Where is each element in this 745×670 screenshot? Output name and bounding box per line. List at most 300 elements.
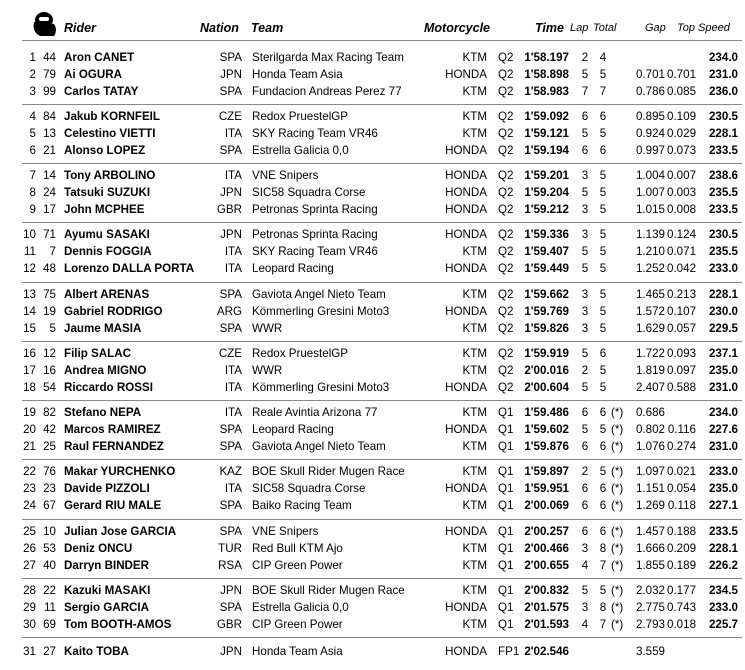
cell-top-speed: 227.6: [708, 423, 738, 436]
cell-motorcycle: KTM: [462, 584, 487, 597]
cell-session: Q1: [498, 542, 514, 555]
cell-position: 14: [23, 305, 36, 318]
table-row: [0, 226, 745, 243]
cell-rider-number: 7: [49, 245, 56, 258]
cell-best-time: 2'00.655: [524, 559, 569, 572]
cell-gap-first: 1.666: [635, 542, 665, 555]
rider-helmet-icon: [28, 8, 60, 38]
cell-rider-name: Stefano NEPA: [64, 406, 142, 419]
cell-nation: ITA: [224, 482, 242, 495]
cell-rider-name: Jakub KORNFEIL: [64, 110, 160, 123]
cell-position: 26: [23, 542, 36, 555]
cell-total-laps: 6: [599, 110, 607, 123]
cell-gap-first: 0.924: [635, 127, 665, 140]
cell-rider-number: 12: [43, 347, 56, 360]
cell-rider-number: 82: [43, 406, 56, 419]
cell-team-name: Estrella Galicia 0,0: [252, 601, 349, 614]
cell-qualified-marker: (*): [611, 440, 624, 453]
cell-lap: 5: [581, 245, 589, 258]
cell-best-time: 2'00.016: [524, 364, 569, 377]
cell-top-speed: 228.1: [708, 288, 738, 301]
cell-position: 8: [29, 186, 36, 199]
cell-top-speed: 234.0: [708, 406, 738, 419]
cell-gap-first: 1.269: [635, 499, 665, 512]
table-row: [0, 523, 745, 540]
cell-motorcycle: HONDA: [445, 68, 487, 81]
cell-motorcycle: HONDA: [445, 144, 487, 157]
cell-session: Q1: [498, 499, 514, 512]
table-row: [0, 201, 745, 218]
cell-rider-name: Gerard RIU MALE: [64, 499, 162, 512]
cell-lap: 5: [581, 68, 589, 81]
cell-rider-number: 17: [43, 203, 56, 216]
cell-gap-previous: 0.029: [667, 127, 697, 140]
cell-nation: GBR: [216, 618, 242, 631]
cell-top-speed: 233.5: [708, 144, 738, 157]
cell-gap-previous: 0.177: [667, 584, 697, 597]
cell-position: 23: [23, 482, 36, 495]
cell-top-speed: 231.0: [708, 68, 738, 81]
cell-rider-name: Riccardo ROSSI: [64, 381, 153, 394]
cell-session: Q2: [498, 262, 514, 275]
cell-top-speed: 226.2: [708, 559, 738, 572]
cell-team-name: SKY Racing Team VR46: [252, 127, 378, 140]
cell-gap-previous: 0.118: [667, 499, 696, 512]
cell-qualified-marker: (*): [611, 584, 624, 597]
header-motorcycle: Motorcycle: [424, 21, 490, 35]
group-separator: [22, 400, 742, 401]
cell-rider-number: 40: [43, 559, 56, 572]
cell-best-time: 1'59.407: [524, 245, 569, 258]
cell-team-name: Redox PruestelGP: [252, 110, 349, 123]
cell-session: Q2: [498, 228, 514, 241]
cell-session: Q2: [498, 347, 514, 360]
cell-nation: SPA: [219, 601, 242, 614]
cell-gap-previous: 0.071: [667, 245, 697, 258]
cell-nation: SPA: [219, 144, 242, 157]
cell-team-name: Honda Team Asia: [252, 68, 343, 81]
cell-best-time: 1'59.662: [524, 288, 569, 301]
cell-session: Q1: [498, 440, 514, 453]
cell-nation: RSA: [218, 559, 242, 572]
cell-gap-previous: 0.003: [667, 186, 697, 199]
cell-team-name: Leopard Racing: [252, 262, 334, 275]
cell-top-speed: 233.5: [708, 203, 738, 216]
cell-gap-previous: 0.042: [667, 262, 697, 275]
cell-rider-name: John MCPHEE: [64, 203, 145, 216]
cell-session: Q1: [498, 423, 514, 436]
cell-best-time: 1'59.336: [524, 228, 569, 241]
cell-total-laps: 5: [599, 364, 607, 377]
cell-motorcycle: HONDA: [445, 228, 487, 241]
cell-top-speed: 231.0: [708, 381, 738, 394]
cell-gap-first: 1.465: [635, 288, 665, 301]
cell-lap: 6: [581, 110, 589, 123]
cell-session: Q2: [498, 186, 514, 199]
cell-team-name: Gaviota Angel Nieto Team: [252, 440, 386, 453]
cell-rider-name: Lorenzo DALLA PORTA: [64, 262, 195, 275]
cell-gap-first: 1.007: [635, 186, 665, 199]
cell-lap: 3: [581, 542, 589, 555]
cell-session: Q2: [498, 127, 514, 140]
cell-gap-first: 1.151: [635, 482, 665, 495]
header-lap: Lap: [570, 22, 589, 34]
table-row: [0, 379, 745, 396]
cell-total-laps: 8: [599, 542, 607, 555]
cell-team-name: Estrella Galicia 0,0: [252, 144, 349, 157]
cell-total-laps: 6: [599, 406, 607, 419]
cell-team-name: BOE Skull Rider Mugen Race: [252, 465, 405, 478]
cell-nation: SPA: [219, 51, 242, 64]
cell-nation: JPN: [220, 186, 242, 199]
cell-nation: ITA: [224, 169, 242, 182]
cell-lap: 6: [581, 406, 589, 419]
cell-nation: JPN: [220, 584, 242, 597]
cell-team-name: Petronas Sprinta Racing: [252, 228, 378, 241]
cell-total-laps: 4: [599, 51, 607, 64]
cell-gap-first: 1.722: [635, 347, 665, 360]
cell-team-name: SKY Racing Team VR46: [252, 245, 378, 258]
cell-top-speed: 233.0: [708, 262, 738, 275]
cell-gap-first: 0.686: [635, 406, 665, 419]
cell-gap-first: 0.786: [635, 85, 665, 98]
cell-gap-first: 1.004: [635, 169, 665, 182]
cell-top-speed: 231.0: [708, 440, 738, 453]
cell-best-time: 1'59.194: [524, 144, 569, 157]
cell-nation: SPA: [219, 288, 242, 301]
cell-lap: 6: [581, 499, 589, 512]
cell-gap-first: 1.572: [635, 305, 665, 318]
cell-best-time: 2'00.832: [524, 584, 569, 597]
cell-top-speed: 227.1: [708, 499, 738, 512]
cell-total-laps: 5: [599, 245, 607, 258]
cell-team-name: Gaviota Angel Nieto Team: [252, 288, 386, 301]
cell-top-speed: 229.5: [708, 322, 738, 335]
cell-rider-number: 48: [43, 262, 56, 275]
cell-session: Q2: [498, 305, 514, 318]
cell-rider-number: 42: [43, 423, 56, 436]
cell-rider-number: 24: [43, 186, 56, 199]
cell-session: Q1: [498, 618, 514, 631]
cell-nation: SPA: [219, 423, 242, 436]
cell-motorcycle: KTM: [462, 542, 487, 555]
group-separator: [22, 341, 742, 342]
cell-team-name: Honda Team Asia: [252, 645, 343, 658]
cell-lap: 6: [581, 525, 589, 538]
cell-rider-name: Filip SALAC: [64, 347, 131, 360]
cell-team-name: Kömmerling Gresini Moto3: [252, 381, 390, 394]
cell-team-name: Fundacion Andreas Perez 77: [252, 85, 402, 98]
table-row: [0, 260, 745, 277]
cell-total-laps: 5: [599, 203, 607, 216]
cell-motorcycle: KTM: [462, 465, 487, 478]
cell-best-time: 1'59.204: [524, 186, 569, 199]
cell-rider-number: 5: [49, 322, 56, 335]
cell-session: FP1: [498, 645, 520, 658]
cell-position: 9: [29, 203, 36, 216]
cell-motorcycle: KTM: [462, 499, 487, 512]
cell-motorcycle: KTM: [462, 364, 487, 377]
table-row: [0, 616, 745, 633]
cell-top-speed: 234.5: [708, 584, 738, 597]
cell-rider-number: 21: [43, 144, 56, 157]
header-top-speed: Top Speed: [677, 22, 730, 34]
cell-rider-number: 84: [43, 110, 56, 123]
table-row: [0, 243, 745, 260]
table-row: [0, 184, 745, 201]
cell-gap-first: 1.252: [635, 262, 665, 275]
cell-total-laps: 5: [599, 322, 607, 335]
cell-session: Q2: [498, 245, 514, 258]
cell-team-name: Kömmerling Gresini Moto3: [252, 305, 390, 318]
cell-qualified-marker: (*): [611, 618, 624, 631]
cell-best-time: 1'59.212: [524, 203, 569, 216]
cell-total-laps: 5: [599, 68, 607, 81]
cell-rider-name: Sergio GARCIA: [64, 601, 150, 614]
cell-nation: ITA: [224, 245, 242, 258]
table-row: [0, 404, 745, 421]
cell-position: 5: [29, 127, 36, 140]
cell-lap: 5: [581, 262, 589, 275]
cell-total-laps: 6: [599, 525, 607, 538]
group-separator: [22, 40, 742, 41]
cell-gap-first: 1.076: [635, 440, 665, 453]
cell-qualified-marker: (*): [611, 499, 624, 512]
cell-gap-previous: 0.743: [667, 601, 697, 614]
cell-rider-name: Gabriel RODRIGO: [64, 305, 163, 318]
cell-gap-previous: 0.701: [667, 68, 697, 81]
cell-gap-previous: 0.073: [667, 144, 697, 157]
cell-best-time: 2'02.546: [524, 645, 569, 658]
cell-lap: 6: [581, 144, 589, 157]
header-total: Total: [593, 22, 617, 34]
cell-rider-name: Albert ARENAS: [64, 288, 150, 301]
cell-gap-previous: 0.109: [667, 110, 697, 123]
cell-rider-number: 23: [43, 482, 56, 495]
table-header: [0, 0, 745, 38]
cell-best-time: 1'58.197: [524, 51, 569, 64]
cell-qualified-marker: (*): [611, 482, 624, 495]
cell-total-laps: 6: [599, 347, 607, 360]
header-team: Team: [251, 21, 284, 35]
cell-lap: 3: [581, 288, 589, 301]
cell-position: 18: [23, 381, 36, 394]
cell-top-speed: 237.1: [708, 347, 738, 360]
table-row: [0, 66, 745, 83]
cell-session: Q2: [498, 110, 514, 123]
cell-total-laps: 5: [599, 288, 607, 301]
cell-top-speed: 235.0: [708, 364, 738, 377]
cell-motorcycle: KTM: [462, 110, 487, 123]
cell-total-laps: 5: [599, 169, 607, 182]
cell-nation: JPN: [220, 68, 242, 81]
cell-position: 25: [23, 525, 36, 538]
cell-session: Q2: [498, 288, 514, 301]
cell-position: 6: [29, 144, 36, 157]
cell-gap-previous: 0.124: [667, 228, 697, 241]
cell-position: 30: [23, 618, 36, 631]
group-separator: [22, 104, 742, 105]
cell-nation: SPA: [219, 322, 242, 335]
cell-best-time: 2'00.604: [524, 381, 569, 394]
cell-position: 17: [23, 364, 36, 377]
cell-top-speed: 235.0: [708, 482, 738, 495]
cell-rider-number: 13: [43, 127, 56, 140]
cell-qualified-marker: (*): [611, 423, 624, 436]
cell-team-name: Baiko Racing Team: [252, 499, 352, 512]
cell-session: Q2: [498, 144, 514, 157]
cell-best-time: 1'59.919: [524, 347, 569, 360]
cell-rider-name: Tom BOOTH-AMOS: [64, 618, 172, 631]
cell-position: 10: [23, 228, 36, 241]
cell-session: Q2: [498, 169, 514, 182]
cell-rider-name: Aron CANET: [64, 51, 135, 64]
cell-motorcycle: HONDA: [445, 381, 487, 394]
cell-rider-name: Dennis FOGGIA: [64, 245, 152, 258]
cell-position: 24: [23, 499, 36, 512]
table-row: [0, 540, 745, 557]
cell-top-speed: 225.7: [708, 618, 738, 631]
table-row: [0, 438, 745, 455]
cell-session: Q1: [498, 584, 514, 597]
cell-nation: ITA: [224, 406, 242, 419]
table-row: [0, 108, 745, 125]
cell-lap: 3: [581, 305, 589, 318]
cell-total-laps: 6: [599, 144, 607, 157]
table-row: [0, 125, 745, 142]
group-separator: [22, 637, 742, 638]
cell-nation: KAZ: [219, 465, 242, 478]
cell-gap-previous: 0.588: [667, 381, 697, 394]
cell-rider-number: 99: [43, 85, 56, 98]
cell-gap-first: 1.855: [635, 559, 665, 572]
cell-total-laps: 5: [599, 305, 607, 318]
cell-gap-first: 1.819: [635, 364, 665, 377]
cell-team-name: BOE Skull Rider Mugen Race: [252, 584, 405, 597]
cell-gap-first: 0.895: [635, 110, 665, 123]
cell-rider-number: 10: [43, 525, 56, 538]
cell-gap-previous: 0.107: [667, 305, 697, 318]
header-nation: Nation: [200, 21, 239, 35]
header-gap: Gap: [645, 22, 666, 34]
cell-total-laps: 5: [599, 186, 607, 199]
cell-lap: 3: [581, 228, 589, 241]
cell-total-laps: 6: [599, 499, 607, 512]
cell-best-time: 1'59.201: [524, 169, 569, 182]
cell-team-name: SIC58 Squadra Corse: [252, 186, 366, 199]
cell-gap-first: 2.032: [635, 584, 665, 597]
cell-total-laps: 5: [599, 465, 607, 478]
group-separator: [22, 578, 742, 579]
cell-session: Q2: [498, 381, 514, 394]
cell-team-name: Redox PruestelGP: [252, 347, 349, 360]
cell-best-time: 2'00.257: [524, 525, 569, 538]
cell-motorcycle: HONDA: [445, 186, 487, 199]
cell-motorcycle: HONDA: [445, 262, 487, 275]
cell-gap-previous: 0.054: [667, 482, 697, 495]
cell-lap: 5: [581, 381, 589, 394]
cell-position: 29: [23, 601, 36, 614]
cell-rider-number: 71: [43, 228, 56, 241]
cell-total-laps: 7: [599, 559, 607, 572]
cell-lap: 3: [581, 322, 589, 335]
cell-gap-previous: 0.274: [667, 440, 697, 453]
cell-rider-number: 19: [43, 305, 56, 318]
cell-position: 22: [23, 465, 36, 478]
cell-rider-name: Ayumu SASAKI: [64, 228, 150, 241]
cell-rider-number: 69: [43, 618, 56, 631]
cell-team-name: CIP Green Power: [252, 618, 343, 631]
cell-lap: 5: [581, 186, 589, 199]
cell-best-time: 1'59.121: [524, 127, 569, 140]
cell-session: Q2: [498, 85, 514, 98]
cell-position: 1: [29, 51, 36, 64]
group-separator: [22, 163, 742, 164]
cell-position: 4: [29, 110, 36, 123]
cell-lap: 3: [581, 169, 589, 182]
cell-rider-name: Tatsuki SUZUKI: [64, 186, 151, 199]
cell-lap: 5: [581, 584, 589, 597]
cell-top-speed: 233.0: [708, 465, 738, 478]
table-row: [0, 320, 745, 337]
cell-session: Q1: [498, 406, 514, 419]
cell-position: 3: [29, 85, 36, 98]
cell-lap: 2: [581, 51, 589, 64]
cell-session: Q1: [498, 559, 514, 572]
cell-team-name: Leopard Racing: [252, 423, 334, 436]
cell-gap-first: 2.407: [635, 381, 665, 394]
cell-motorcycle: HONDA: [445, 645, 487, 658]
cell-rider-number: 27: [43, 645, 56, 658]
cell-session: Q1: [498, 482, 514, 495]
cell-total-laps: 7: [599, 85, 607, 98]
table-row: [0, 362, 745, 379]
cell-nation: ITA: [224, 364, 242, 377]
cell-rider-number: 14: [43, 169, 56, 182]
cell-position: 15: [23, 322, 36, 335]
cell-position: 11: [23, 245, 36, 258]
cell-nation: GBR: [216, 203, 242, 216]
cell-team-name: Reale Avintia Arizona 77: [252, 406, 378, 419]
cell-session: Q2: [498, 322, 514, 335]
cell-nation: SPA: [219, 440, 242, 453]
cell-best-time: 1'58.983: [524, 85, 569, 98]
cell-team-name: VNE Snipers: [252, 169, 319, 182]
cell-qualified-marker: (*): [611, 525, 624, 538]
group-separator: [22, 459, 742, 460]
cell-lap: 6: [581, 482, 589, 495]
table-row: [0, 463, 745, 480]
cell-nation: SPA: [219, 525, 242, 538]
group-separator: [22, 519, 742, 520]
cell-session: Q1: [498, 465, 514, 478]
cell-nation: SPA: [219, 85, 242, 98]
group-separator: [22, 282, 742, 283]
cell-motorcycle: HONDA: [445, 423, 487, 436]
table-row: [0, 167, 745, 184]
table-row: [0, 421, 745, 438]
cell-rider-number: 54: [43, 381, 56, 394]
cell-team-name: VNE Snipers: [252, 525, 319, 538]
cell-gap-previous: 0.116: [667, 423, 696, 436]
cell-top-speed: 238.6: [708, 169, 738, 182]
cell-rider-name: Tony ARBOLINO: [64, 169, 156, 182]
cell-total-laps: 7: [599, 618, 607, 631]
cell-lap: 2: [581, 465, 589, 478]
table-row: [0, 286, 745, 303]
cell-gap-first: 1.097: [635, 465, 665, 478]
cell-lap: 7: [581, 85, 589, 98]
